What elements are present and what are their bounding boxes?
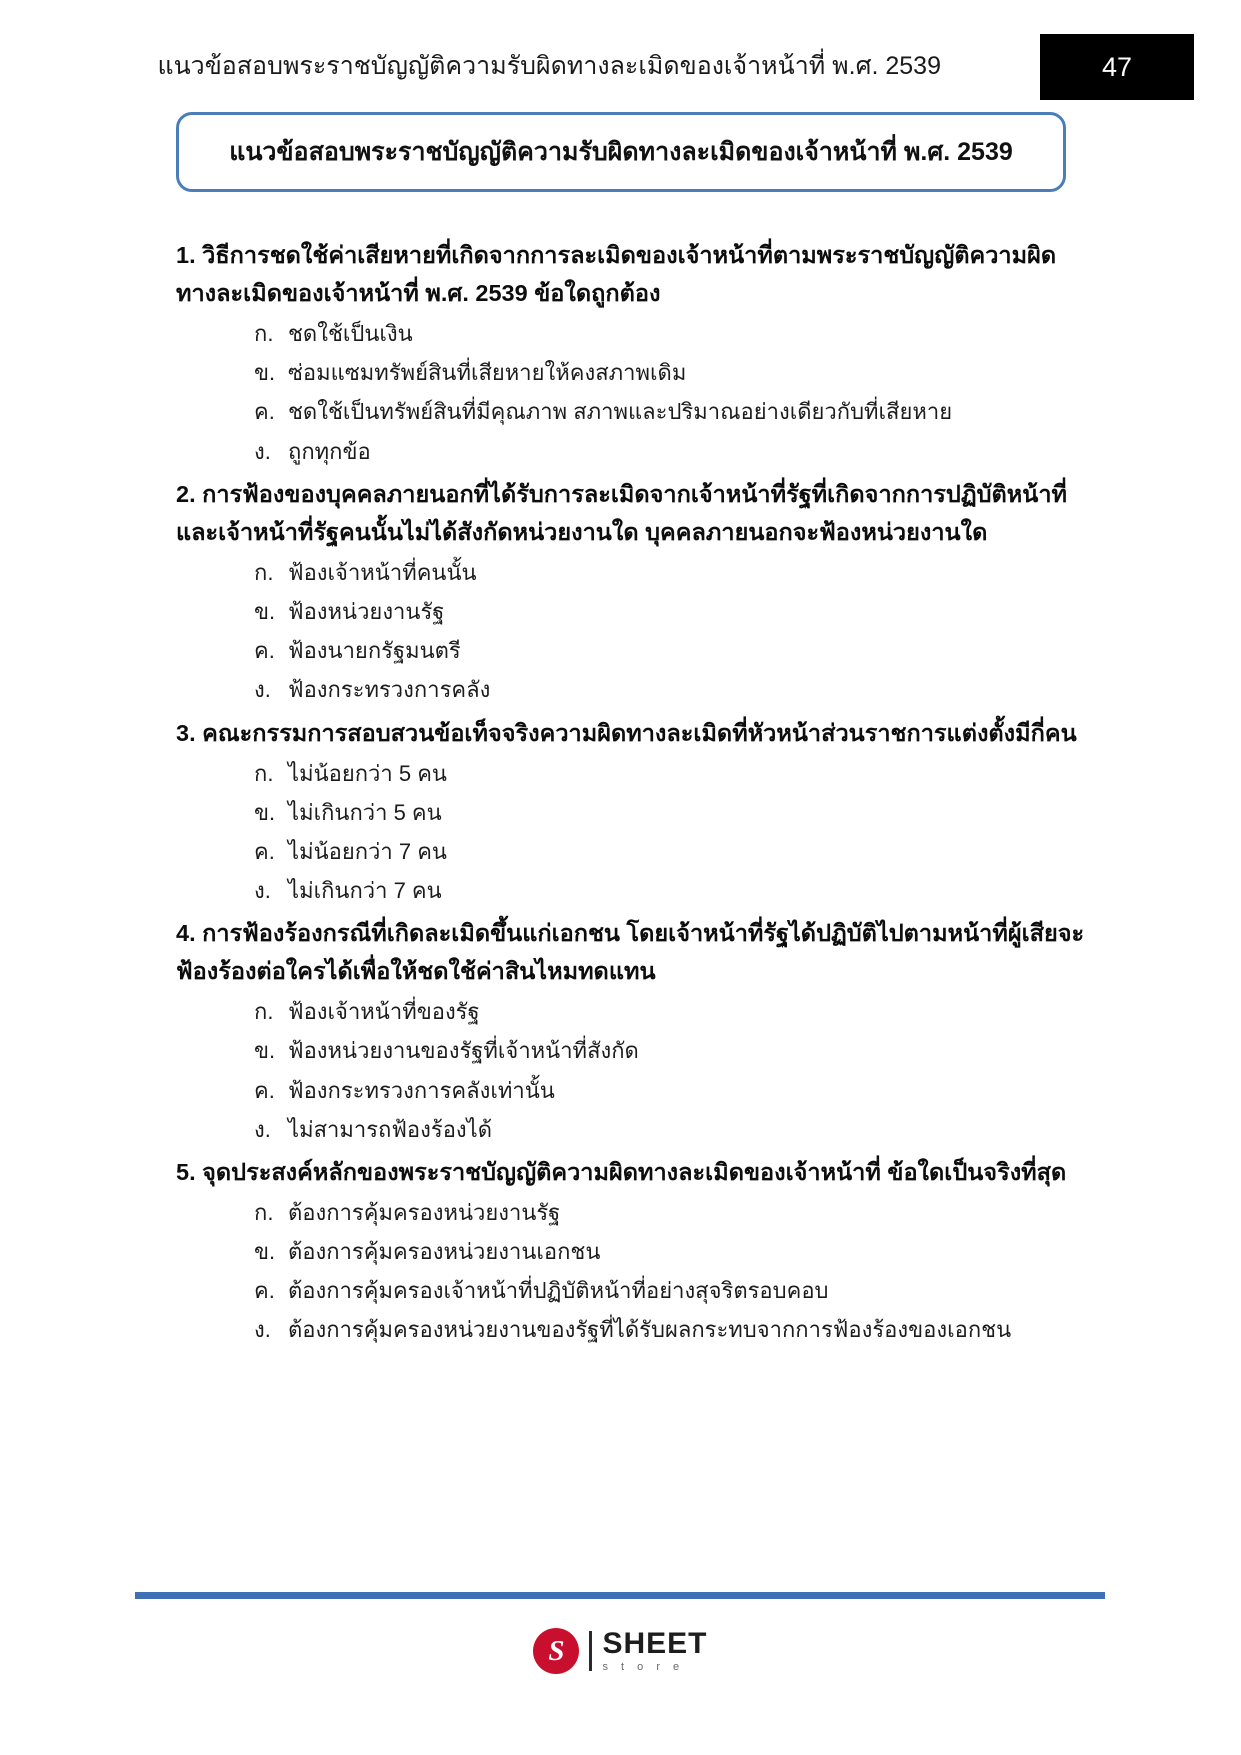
- option-item[interactable]: [176, 392, 1106, 431]
- option-label: ง.: [254, 677, 271, 703]
- option-label: ก.: [254, 999, 274, 1025]
- page-footer: [0, 1550, 1241, 1755]
- option-text: ซ่อมแซมทรัพย์สินที่เสียหายให้คงสภาพเดิม: [288, 360, 687, 386]
- question-item: [176, 914, 1106, 1149]
- logo-wordmark: [602, 1629, 707, 1673]
- option-item[interactable]: [176, 1110, 1106, 1149]
- option-label: ค.: [254, 1077, 275, 1103]
- page-number-badge: 47: [1040, 34, 1194, 100]
- option-item[interactable]: [176, 592, 1106, 631]
- question-text: 4. การฟ้องร้องกรณีที่เกิดละเมิดขึ้นแก่เอกชน โดยเจ้าหน้าที่รัฐได้ปฏิบัติไปตามหน้าที่ผู้เสียจะฟ้องร้องต่อใครได้เพื่อให้ชดใช้ค่าสินไหมทดแทน: [176, 920, 1085, 985]
- option-text: ไม่สามารถฟ้องร้องได้: [288, 1116, 492, 1142]
- option-list: [176, 553, 1106, 710]
- question-item: [176, 236, 1106, 471]
- option-item[interactable]: [176, 670, 1106, 709]
- option-label: ข.: [254, 799, 276, 825]
- page-header: [0, 0, 1241, 112]
- option-item[interactable]: [176, 1271, 1106, 1310]
- option-text: ฟ้องนายกรัฐมนตรี: [288, 638, 461, 664]
- option-label: ง.: [254, 438, 271, 464]
- question-text: 3. คณะกรรมการสอบสวนข้อเท็จจริงความผิดทางละเมิดที่หัวหน้าส่วนราชการแต่งตั้งมีกี่คน: [176, 719, 1077, 746]
- option-text: ต้องการคุ้มครองเจ้าหน้าที่ปฏิบัติหน้าที่อย่างสุจริตรอบคอบ: [288, 1278, 829, 1304]
- option-text: ต้องการคุ้มครองหน่วยงานรัฐ: [288, 1200, 561, 1225]
- option-text: ถูกทุกข้อ: [288, 438, 371, 464]
- option-item[interactable]: [176, 1232, 1106, 1271]
- option-text: ฟ้องหน่วยงานของรัฐที่เจ้าหน้าที่สังกัด: [288, 1038, 639, 1064]
- logo-tagline: s t o r e: [602, 1661, 685, 1673]
- option-text: ต้องการคุ้มครองหน่วยงานของรัฐที่ได้รับผลกระทบจากการฟ้องร้องของเอกชน: [288, 1317, 1012, 1343]
- logo-name: SHEET: [602, 1627, 708, 1660]
- option-text: ชดใช้เป็นเงิน: [288, 321, 413, 347]
- option-item[interactable]: [176, 793, 1106, 832]
- option-list: [176, 314, 1106, 471]
- question-text: 2. การฟ้องของบุคคลภายนอกที่ได้รับการละเมิดจากเจ้าหน้าที่รัฐที่เกิดจากการปฏิบัติหน้าที่และเจ้าหน้าที่รัฐคนนั้นไม่ได้สังกัดหน่วยงานใด บุคคลภายนอกจะฟ้องหน่วยงานใด: [176, 480, 1068, 545]
- option-text: ไม่เกินกว่า 7 คน: [288, 878, 442, 904]
- option-item[interactable]: [176, 754, 1106, 793]
- option-text: ชดใช้เป็นทรัพย์สินที่มีคุณภาพ สภาพและปริมาณอย่างเดียวกับที่เสียหาย: [288, 399, 953, 425]
- sheet-store-logo: [0, 1628, 1241, 1674]
- option-item[interactable]: [176, 553, 1106, 592]
- option-item[interactable]: [176, 1310, 1106, 1349]
- footer-divider: [135, 1592, 1105, 1599]
- document-title-box: [176, 112, 1066, 192]
- option-label: ค.: [254, 1278, 275, 1304]
- question-item: [176, 475, 1106, 710]
- option-item[interactable]: [176, 314, 1106, 353]
- option-label: ก.: [254, 1200, 274, 1225]
- page-title: แนวข้อสอบพระราชบัญญัติความรับผิดทางละเมิดของเจ้าหน้าที่ พ.ศ. 2539: [229, 138, 1013, 166]
- option-item[interactable]: [176, 832, 1106, 871]
- option-label: ก.: [254, 760, 274, 786]
- option-item[interactable]: [176, 992, 1106, 1031]
- option-label: ข.: [254, 599, 276, 625]
- option-label: ก.: [254, 559, 274, 585]
- option-text: ฟ้องกระทรวงการคลังเท่านั้น: [288, 1077, 555, 1103]
- option-label: ง.: [254, 1317, 271, 1343]
- option-item[interactable]: [176, 1071, 1106, 1110]
- option-text: ฟ้องหน่วยงานรัฐ: [288, 599, 445, 625]
- question-item: [176, 714, 1106, 911]
- option-text: ไม่น้อยกว่า 7 คน: [288, 838, 447, 864]
- question-text: 5. จุดประสงค์หลักของพระราชบัญญัติความผิดทางละเมิดของเจ้าหน้าที่ ข้อใดเป็นจริงที่สุด: [176, 1158, 1067, 1185]
- option-text: ไม่น้อยกว่า 5 คน: [288, 760, 447, 786]
- option-label: ข.: [254, 1239, 276, 1265]
- option-label: ง.: [254, 1116, 271, 1142]
- option-text: ต้องการคุ้มครองหน่วยงานเอกชน: [288, 1239, 601, 1265]
- option-list: [176, 992, 1106, 1149]
- option-text: ฟ้องเจ้าหน้าที่คนนั้น: [288, 559, 477, 585]
- option-item[interactable]: [176, 432, 1106, 471]
- logo-s-mark-icon: S: [533, 1628, 579, 1674]
- option-item[interactable]: [176, 871, 1106, 910]
- running-header-title: แนวข้อสอบพระราชบัญญัติความรับผิดทางละเมิดของเจ้าหน้าที่ พ.ศ. 2539: [157, 52, 941, 80]
- option-label: ง.: [254, 878, 271, 904]
- questions-list: [176, 236, 1106, 1354]
- option-label: ข.: [254, 1038, 276, 1064]
- question-item: [176, 1153, 1106, 1350]
- option-list: [176, 1193, 1106, 1350]
- option-label: ค.: [254, 838, 275, 864]
- option-label: ค.: [254, 399, 275, 425]
- option-text: ฟ้องเจ้าหน้าที่ของรัฐ: [288, 999, 480, 1025]
- option-item[interactable]: [176, 1193, 1106, 1232]
- option-label: ข.: [254, 360, 276, 386]
- option-list: [176, 754, 1106, 911]
- option-item[interactable]: [176, 1031, 1106, 1070]
- question-text: 1. วิธีการชดใช้ค่าเสียหายที่เกิดจากการละเมิดของเจ้าหน้าที่ตามพระราชบัญญัติความผิดทางละเมิดของเจ้าหน้าที่ พ.ศ. 2539 ข้อใดถูกต้อง: [176, 242, 1057, 307]
- option-text: ฟ้องกระทรวงการคลัง: [288, 677, 491, 703]
- option-label: ค.: [254, 638, 275, 664]
- option-label: ก.: [254, 321, 274, 347]
- option-item[interactable]: [176, 353, 1106, 392]
- option-item[interactable]: [176, 631, 1106, 670]
- option-text: ไม่เกินกว่า 5 คน: [288, 799, 442, 825]
- logo-divider: [589, 1631, 592, 1671]
